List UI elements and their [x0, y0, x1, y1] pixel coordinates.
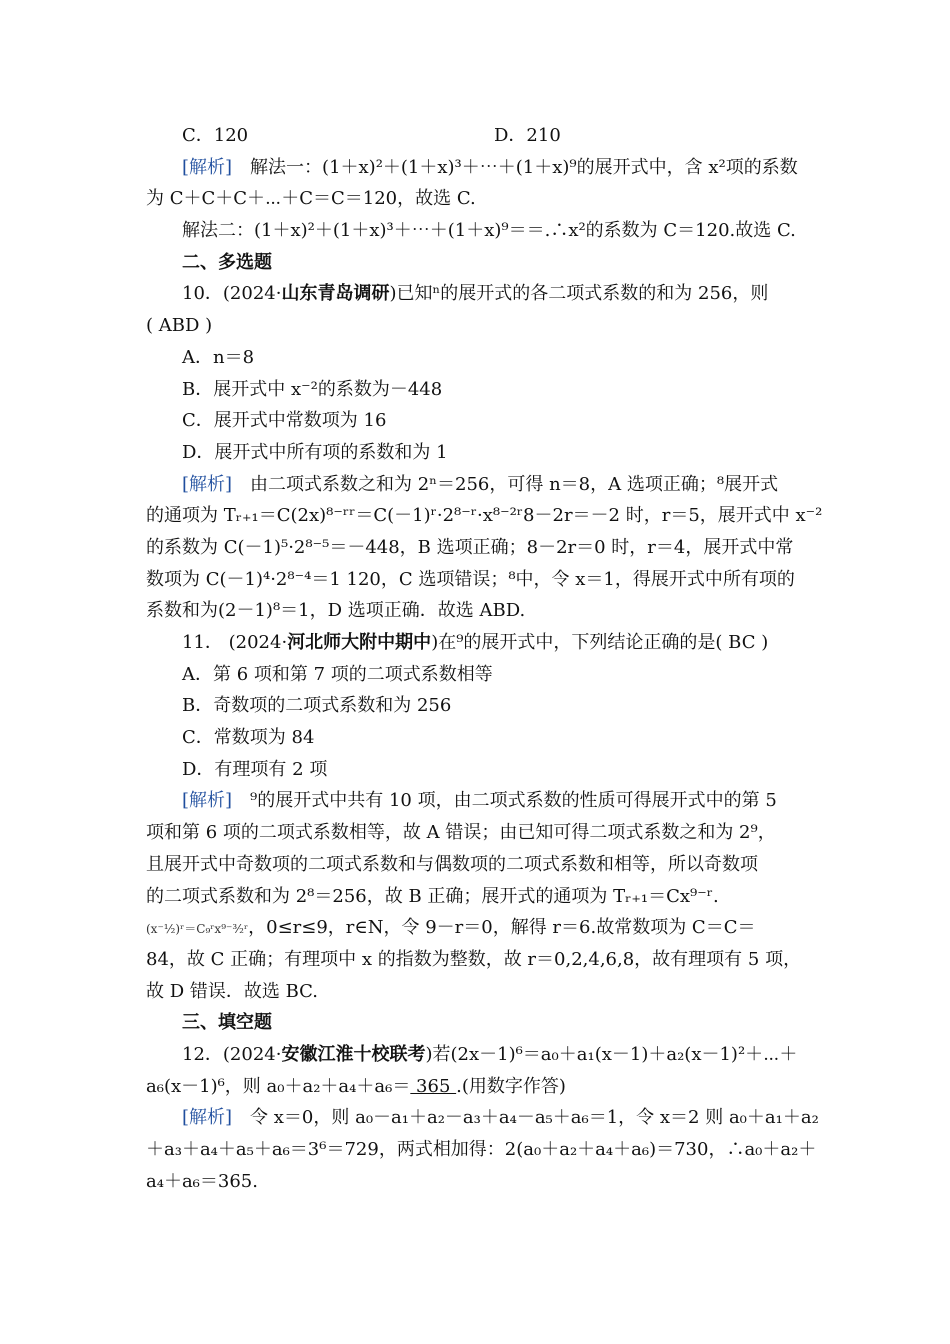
question-line: 12．(2024·安徽江淮十校联考)若(2x－1)⁶＝a₀＋a₁(x－1)＋a₂(x－1)²＋⋯＋: [182, 1043, 798, 1065]
analysis-tag: [解析]: [182, 1107, 233, 1129]
choice-b: B．奇数项的二项式系数和为 256: [182, 695, 452, 717]
choice-d: D．有理项有 2 项: [182, 758, 328, 780]
question-source: 河北师大附中期中: [287, 632, 432, 653]
analysis-tag: [解析]: [182, 156, 233, 178]
choice-a: A．n＝8: [182, 346, 255, 368]
choice-c: C．展开式中常数项为 16: [182, 410, 387, 432]
question-source: 山东青岛调研: [281, 283, 390, 305]
document-page: [146, 120, 823, 1197]
text-line: 的通项为 Tᵣ₊₁＝C(2x)⁸⁻ʳʳ＝C(－1)ʳ·2⁸⁻ʳ·x⁸⁻²ʳ8－2r＝－2 时，r＝5，展开式中 x⁻²: [146, 505, 823, 527]
text-line: 为 C＋C＋C＋⋯＋C＝C＝120，故选 C.: [146, 188, 476, 210]
question-line: 10．(2024·山东青岛调研)已知ⁿ的展开式的各二项式系数的和为 256，则: [182, 283, 769, 305]
section-heading: 二、多选题: [182, 251, 272, 273]
choice-c: C．常数项为 84: [182, 727, 315, 749]
answer-line: ( ABD ): [146, 315, 213, 337]
section-heading: 三、填空题: [182, 1012, 272, 1034]
text-line: 系数和为(2－1)⁸＝1，D 选项正确．故选 ABD.: [146, 600, 526, 622]
text-line: 故 D 错误．故选 BC.: [146, 980, 319, 1002]
text-line: 项和第 6 项的二项式系数相等，故 A 错误；由已知可得二项式系数之和为 2⁹，: [146, 822, 776, 844]
choice-a: A．第 6 项和第 7 项的二项式系数相等: [182, 663, 493, 685]
fill-answer: 365: [410, 1075, 457, 1097]
text-line: 数项为 C(－1)⁴·2⁸⁻⁴＝1 120，C 选项错误；⁸中，令 x＝1，得展开式中所有项的: [146, 568, 795, 590]
text-line: a₆(x－1)⁶，则 a₀＋a₂＋a₄＋a₆＝ 365 .(用数字作答): [146, 1075, 566, 1097]
text-line: a₄＋a₆＝365.: [146, 1170, 258, 1192]
text-line: 且展开式中奇数项的二项式系数和与偶数项的二项式系数和相等，所以奇数项: [146, 853, 758, 875]
text-line: 的系数为 C(－1)⁵·2⁸⁻⁵＝－448，B 选项正确；8－2r＝0 时，r＝4，展开式中常: [146, 536, 794, 558]
option-d: D．210: [494, 125, 561, 146]
options-row: [146, 120, 808, 152]
option-c: C．120: [182, 125, 249, 146]
text-line: 84，故 C 正确；有理项中 x 的指数为整数，故 r＝0,2,4,6,8，故有理项有 5 项，: [146, 948, 802, 970]
text-line: (x⁻½)ʳ＝C₉ʳx⁹⁻³⁄₂ʳ，0≤r≤9，r∈N，令 9－r＝0，解得 r＝6.故常数项为 C＝C＝: [146, 917, 756, 939]
text-line: 解法二：(1＋x)²＋(1＋x)³＋⋯＋(1＋x)⁹＝＝.∴x²的系数为 C＝120.故选 C.: [182, 220, 796, 242]
analysis-line: [解析] 由二项式系数之和为 2ⁿ＝256，可得 n＝8，A 选项正确；⁸展开式: [182, 473, 779, 495]
analysis-line: [解析] 解法一：(1＋x)²＋(1＋x)³＋⋯＋(1＋x)⁹的展开式中，含 x²项的系数: [182, 156, 798, 178]
analysis-line: [解析] ⁹的展开式中共有 10 项，由二项式系数的性质可得展开式中的第 5: [182, 790, 777, 812]
question-source: 安徽江淮十校联考: [281, 1043, 426, 1065]
question-line: 11． (2024·河北师大附中期中)在⁹的展开式中，下列结论正确的是( BC ): [182, 632, 769, 653]
choice-d: D．展开式中所有项的系数和为 1: [182, 441, 448, 463]
choice-b: B．展开式中 x⁻²的系数为－448: [182, 378, 443, 400]
analysis-line: [解析] 令 x＝0，则 a₀－a₁＋a₂－a₃＋a₄－a₅＋a₆＝1，令 x＝2 则 a₀＋a₁＋a₂: [182, 1107, 819, 1129]
analysis-tag: [解析]: [182, 473, 233, 495]
text-line: ＋a₃＋a₄＋a₅＋a₆＝3⁶＝729，两式相加得：2(a₀＋a₂＋a₄＋a₆)＝730，∴a₀＋a₂＋: [146, 1139, 817, 1160]
text-line: 的二项式系数和为 2⁸＝256，故 B 正确；展开式的通项为 Tᵣ₊₁＝Cx⁹⁻ʳ.: [146, 885, 719, 907]
formula-image: (x⁻½)ʳ＝C₉ʳx⁹⁻³⁄₂ʳ: [146, 922, 249, 937]
analysis-tag: [解析]: [182, 790, 233, 812]
